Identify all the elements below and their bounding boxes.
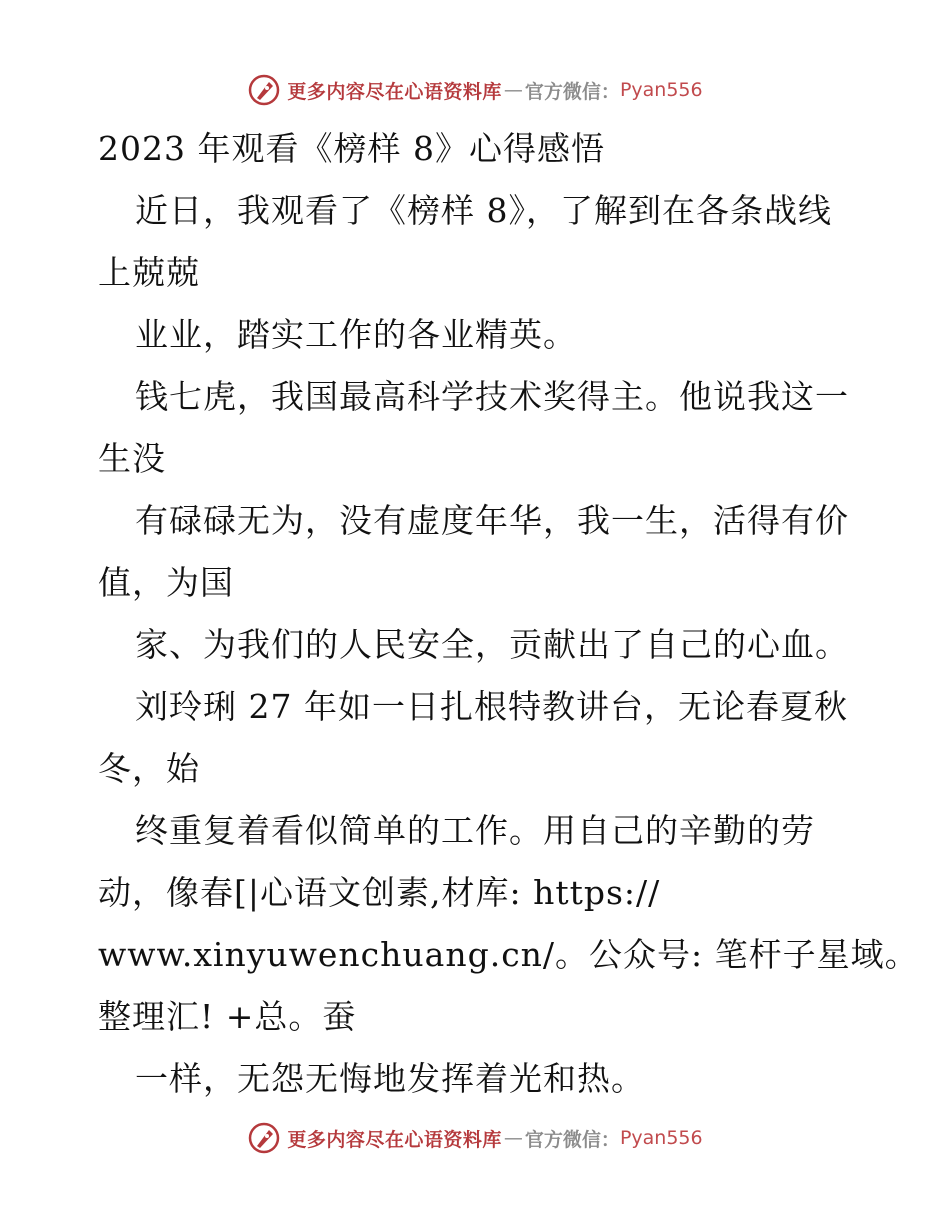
document-body: [98, 125, 919, 1117]
banner-dash: —: [503, 79, 523, 101]
document-title: 2023 年观看《榜样 8》心得感悟: [98, 129, 605, 168]
paragraph-line: 整理汇! +总。蚕: [98, 997, 357, 1036]
paragraph-line: 生没: [98, 439, 166, 478]
paragraph-line: 上兢兢: [98, 253, 200, 292]
banner-main-text: 更多内容尽在心语资料库: [287, 80, 502, 103]
banner-wechat-label: 官方微信：: [524, 1128, 620, 1151]
paragraph-line: 钱七虎，我国最高科学技术奖得主。他说我这一: [135, 377, 849, 416]
paragraph-line: 刘玲琍 27 年如一日扎根特教讲台，无论春夏秋: [135, 687, 848, 726]
paragraph-line: 值，为国: [98, 563, 234, 602]
paragraph-line: 动，像春[|心语文创素,材库: https://: [98, 873, 661, 912]
banner-dash: —: [503, 1127, 523, 1149]
banner-main-text: 更多内容尽在心语资料库: [287, 1128, 502, 1151]
header-banner: [0, 72, 950, 108]
pen-nib-logo-icon: [247, 1121, 281, 1155]
banner-wechat-id: Pyan556: [619, 1127, 703, 1149]
paragraph-line: 近日，我观看了《榜样 8》，了解到在各条战线: [135, 191, 832, 230]
paragraph-line: www.xinyuwenchuang.cn/。公众号: 笔杆子星域。: [98, 935, 919, 974]
pen-nib-logo-icon: [247, 73, 281, 107]
paragraph-line: 业业，踏实工作的各业精英。: [135, 315, 577, 354]
paragraph-line: 一样，无怨无悔地发挥着光和热。: [135, 1059, 645, 1098]
paragraph-line: 终重复着看似简单的工作。用自己的辛勤的劳: [135, 811, 815, 850]
footer-banner: [0, 1120, 950, 1156]
paragraph-line: 家、为我们的人民安全，贡献出了自己的心血。: [135, 625, 849, 664]
paragraph-line: 冬，始: [98, 749, 200, 788]
banner-wechat-id: Pyan556: [619, 79, 703, 101]
banner-wechat-label: 官方微信：: [524, 80, 620, 103]
paragraph-line: 有碌碌无为，没有虚度年华，我一生，活得有价: [135, 501, 849, 540]
